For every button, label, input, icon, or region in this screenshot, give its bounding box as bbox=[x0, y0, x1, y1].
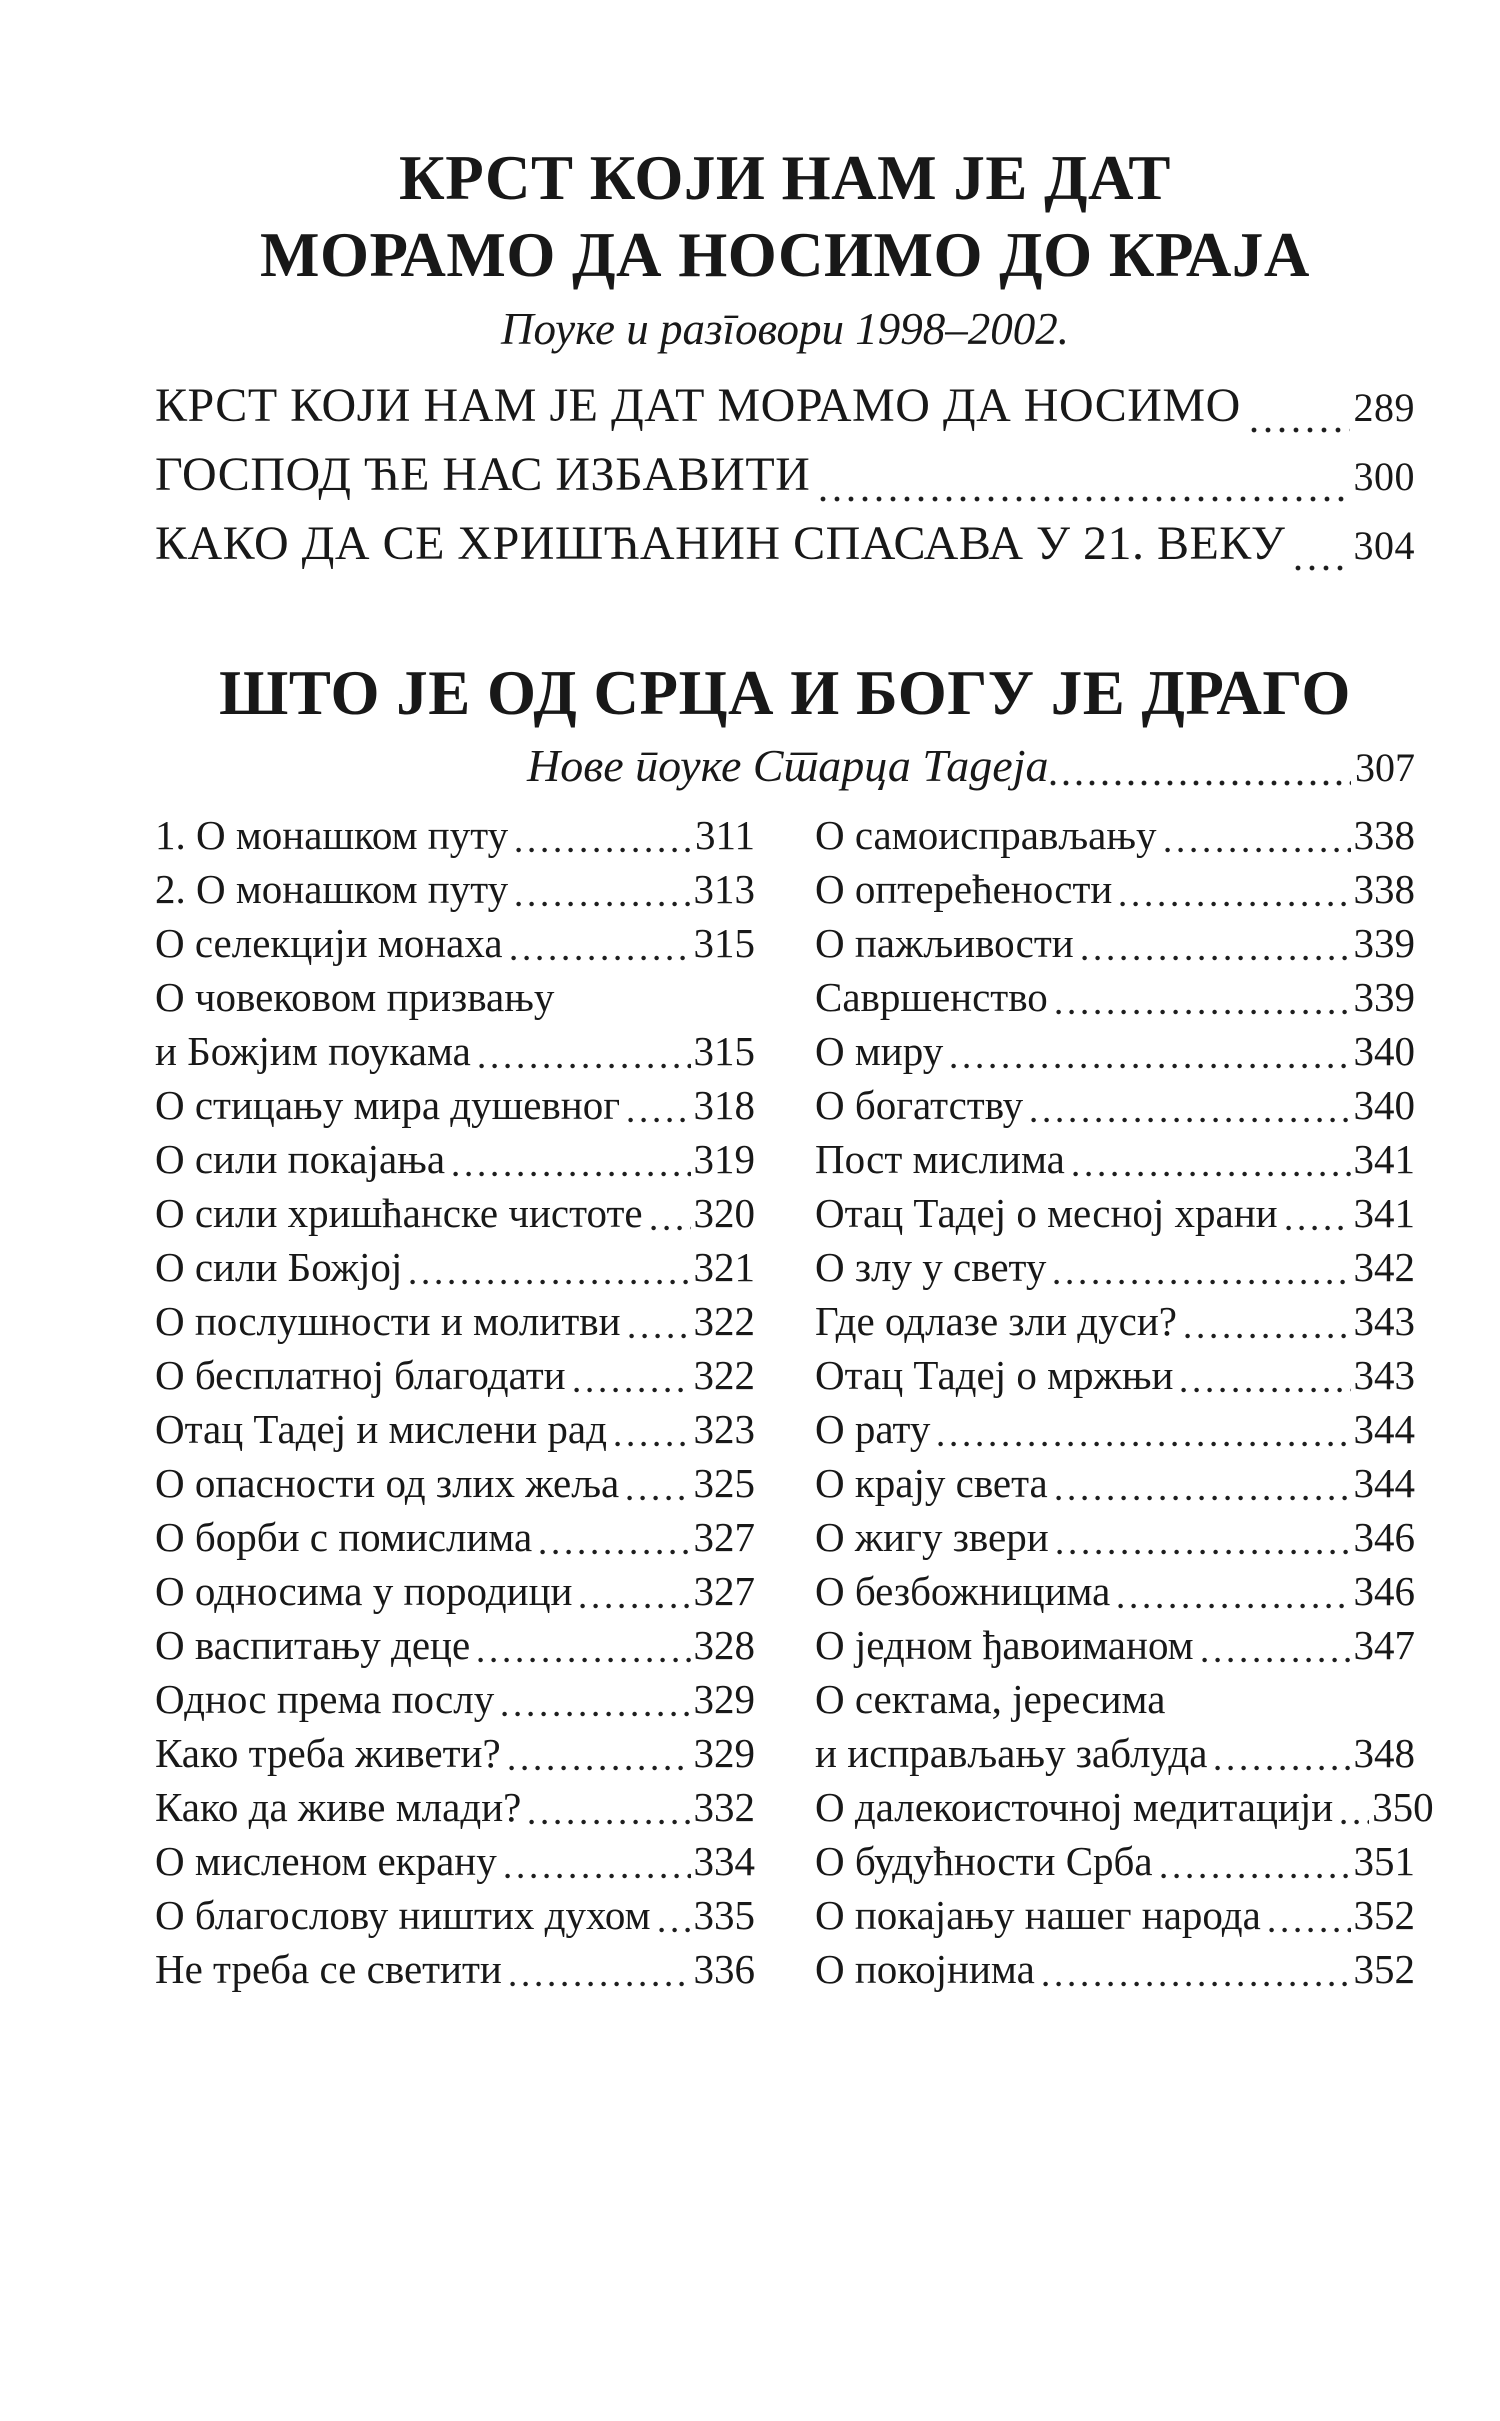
toc-item-row bbox=[155, 916, 755, 970]
dot-leader bbox=[1341, 1819, 1369, 1825]
book-title-line2: МОРАМО ДА НОСИМО ДО КРАЈА bbox=[260, 220, 1310, 290]
toc-item bbox=[815, 1348, 1415, 1402]
toc-item-label: О рату bbox=[815, 1406, 931, 1452]
page-number: 289 bbox=[1353, 385, 1415, 430]
toc-item bbox=[815, 1564, 1415, 1618]
toc-item-label: О оптерећености bbox=[815, 866, 1113, 912]
page-number: 341 bbox=[1353, 1190, 1415, 1236]
dot-leader bbox=[627, 1495, 690, 1501]
toc-item-label: Савршенство bbox=[815, 974, 1048, 1020]
toc-item bbox=[815, 916, 1415, 970]
dot-leader bbox=[540, 1549, 690, 1555]
dot-leader bbox=[1054, 1279, 1350, 1285]
dot-leader bbox=[1165, 847, 1351, 853]
toc-item bbox=[815, 1186, 1415, 1240]
toc-item-label: Однос према послу bbox=[155, 1676, 495, 1722]
page-number: 323 bbox=[693, 1406, 755, 1452]
page-number: 350 bbox=[1372, 1784, 1434, 1830]
page-number: 332 bbox=[693, 1784, 755, 1830]
toc-item-label: О сили Божјој bbox=[155, 1244, 403, 1290]
dot-leader bbox=[1073, 1171, 1351, 1177]
toc-column-left bbox=[155, 808, 755, 1996]
toc-item bbox=[155, 1456, 755, 1510]
toc-item bbox=[155, 1186, 755, 1240]
toc-item-row bbox=[815, 1024, 1415, 1078]
toc-item-label: О сили покајања bbox=[155, 1136, 446, 1182]
dot-leader bbox=[1215, 1765, 1350, 1771]
page-number: 322 bbox=[693, 1298, 755, 1344]
toc-item-row bbox=[815, 808, 1415, 862]
toc-item bbox=[815, 1510, 1415, 1564]
toc-item-row bbox=[815, 1348, 1415, 1402]
dot-leader bbox=[1120, 901, 1350, 907]
toc-item-label: О будућности Срба bbox=[815, 1838, 1153, 1884]
dot-leader bbox=[580, 1603, 690, 1609]
book-title-line1: КРСТ КОЈИ НАМ ЈЕ ДАТ bbox=[399, 143, 1171, 213]
toc-item bbox=[155, 808, 755, 862]
toc-item-label: О једном ђавоиманом bbox=[815, 1622, 1194, 1668]
toc-item bbox=[155, 970, 755, 1078]
toc-item bbox=[815, 1240, 1415, 1294]
toc-item-row bbox=[155, 1726, 755, 1780]
dot-leader bbox=[1043, 1981, 1351, 1987]
page-number: 315 bbox=[693, 920, 755, 966]
toc-item-label: О жигу звери bbox=[815, 1514, 1049, 1560]
toc-item-label: О односима у породици bbox=[155, 1568, 573, 1614]
toc-item-row bbox=[155, 808, 755, 862]
toc-item-label: О покојнима bbox=[815, 1946, 1035, 1992]
toc-item bbox=[815, 1402, 1415, 1456]
toc-item-label: О селекцији монаха bbox=[155, 920, 503, 966]
toc-item-row bbox=[155, 1132, 755, 1186]
toc-item bbox=[155, 862, 755, 916]
dot-leader bbox=[1031, 1117, 1350, 1123]
toc-item bbox=[155, 1780, 755, 1834]
toc-item-label: О самоисправљању bbox=[815, 812, 1157, 858]
toc-item-row bbox=[155, 1780, 755, 1834]
toc-item-label: О послушности и молитви bbox=[155, 1298, 621, 1344]
page-number: 334 bbox=[693, 1838, 755, 1884]
toc-item bbox=[815, 1834, 1415, 1888]
page-number: 341 bbox=[1353, 1136, 1415, 1182]
toc-item-row bbox=[815, 1564, 1415, 1618]
dot-leader bbox=[629, 1333, 691, 1339]
toc-item-label: О безбожницима bbox=[815, 1568, 1111, 1614]
toc-item-row bbox=[815, 970, 1415, 1024]
toc-item bbox=[155, 1672, 755, 1726]
dot-leader bbox=[1082, 955, 1351, 961]
toc-item-row bbox=[155, 1186, 755, 1240]
page-number: 313 bbox=[693, 866, 755, 912]
toc-item-row bbox=[815, 1510, 1415, 1564]
toc-item-row bbox=[815, 1186, 1415, 1240]
dot-leader bbox=[1269, 1927, 1351, 1933]
toc-item-label: Како да живе млади? bbox=[155, 1784, 522, 1830]
toc-item-line: О човековом призвању bbox=[155, 974, 555, 1020]
toc-item bbox=[815, 1294, 1415, 1348]
page-number: 348 bbox=[1353, 1730, 1415, 1776]
toc-item-label: 2. О монашком путу bbox=[155, 866, 509, 912]
dot-leader bbox=[1295, 565, 1349, 571]
page-number: 315 bbox=[693, 1028, 755, 1074]
toc-item-row bbox=[815, 1888, 1415, 1942]
toc-item-label: Отац Тадеј о месној храни bbox=[815, 1190, 1278, 1236]
toc-item bbox=[815, 1618, 1415, 1672]
dot-leader bbox=[453, 1171, 690, 1177]
toc-item bbox=[155, 1294, 755, 1348]
toc-item-label: Не треба се светити bbox=[155, 1946, 502, 1992]
toc-item-row bbox=[155, 1078, 755, 1132]
toc-item-row bbox=[815, 1726, 1415, 1780]
toc-item-row bbox=[815, 1834, 1415, 1888]
toc-item bbox=[155, 1726, 755, 1780]
toc-item-row bbox=[155, 862, 755, 916]
toc-item-label: О богатству bbox=[815, 1082, 1024, 1128]
toc-item-label: Где одлазе зли дуси? bbox=[815, 1298, 1177, 1344]
toc-item bbox=[155, 916, 755, 970]
toc-item-label: и исправљању заблуда bbox=[815, 1730, 1208, 1776]
toc-item bbox=[155, 1888, 755, 1942]
toc-item-row bbox=[155, 1024, 755, 1078]
section-subtitle: Нове поуке Старца Тадеја bbox=[527, 740, 1049, 791]
toc-item-row bbox=[155, 1348, 755, 1402]
toc-entry-level1 bbox=[155, 447, 1415, 516]
toc-item bbox=[155, 1078, 755, 1132]
toc-item-row bbox=[815, 1294, 1415, 1348]
toc-item-label: и Божјим поукама bbox=[155, 1028, 471, 1074]
toc-entry-label: КРСТ КОЈИ НАМ ЈЕ ДАТ МОРАМО ДА НОСИМО bbox=[155, 379, 1241, 432]
page-number: 352 bbox=[1353, 1946, 1415, 1992]
page-number: 339 bbox=[1353, 974, 1415, 1020]
page-number: 311 bbox=[695, 812, 755, 858]
toc-item-label: 1. О монашком путу bbox=[155, 812, 509, 858]
dot-leader bbox=[1056, 1495, 1351, 1501]
toc-columns bbox=[155, 808, 1434, 1996]
toc-item bbox=[815, 1888, 1415, 1942]
toc-item-label: О злу у свету bbox=[815, 1244, 1047, 1290]
page-number: 335 bbox=[693, 1892, 755, 1938]
page-number: 343 bbox=[1353, 1352, 1415, 1398]
toc-item-row bbox=[155, 1294, 755, 1348]
page-number: 318 bbox=[693, 1082, 755, 1128]
page-number: 327 bbox=[693, 1514, 755, 1560]
page-number: 327 bbox=[693, 1568, 755, 1614]
page-number: 346 bbox=[1353, 1568, 1415, 1614]
toc-item bbox=[155, 1510, 755, 1564]
dot-leader bbox=[509, 1765, 691, 1771]
toc-entry-label: КАКО ДА СЕ ХРИШЋАНИН СПАСАВА У 21. ВЕКУ bbox=[155, 517, 1286, 570]
dot-leader bbox=[510, 1981, 691, 1987]
toc-item-row bbox=[815, 1402, 1415, 1456]
dot-leader bbox=[1251, 427, 1350, 433]
toc-item-label: О далекоисточној медитацији bbox=[815, 1784, 1334, 1830]
dot-leader bbox=[1185, 1333, 1351, 1339]
dot-leader bbox=[478, 1657, 690, 1663]
toc-item-row bbox=[155, 1672, 755, 1726]
dot-leader bbox=[651, 1225, 691, 1231]
toc-item-label: О васпитању деце bbox=[155, 1622, 471, 1668]
section-subtitle-row bbox=[155, 738, 1415, 796]
page-number: 321 bbox=[693, 1244, 755, 1290]
toc-item bbox=[815, 1942, 1415, 1996]
page-number: 342 bbox=[1353, 1244, 1415, 1290]
toc-item-row bbox=[815, 1078, 1415, 1132]
dot-leader bbox=[574, 1387, 691, 1393]
toc-item bbox=[155, 1132, 755, 1186]
toc-item-row bbox=[155, 1618, 755, 1672]
toc-item-row bbox=[155, 1834, 755, 1888]
toc-item-label: Пост мислима bbox=[815, 1136, 1065, 1182]
dot-leader bbox=[505, 1873, 691, 1879]
toc-item-row bbox=[815, 862, 1415, 916]
dot-leader bbox=[628, 1117, 690, 1123]
toc-item-label: О борби с помислима bbox=[155, 1514, 533, 1560]
dot-leader bbox=[615, 1441, 691, 1447]
page-number: 340 bbox=[1353, 1028, 1415, 1074]
toc-item-label: О благослову ништих духом bbox=[155, 1892, 651, 1938]
toc-item bbox=[815, 1024, 1415, 1078]
page-number: 304 bbox=[1353, 523, 1415, 568]
dot-leader bbox=[479, 1063, 691, 1069]
toc-item-label: Отац Тадеј и мислени рад bbox=[155, 1406, 607, 1452]
toc-item bbox=[815, 862, 1415, 916]
toc-item bbox=[815, 1780, 1434, 1834]
toc-item-row bbox=[155, 1888, 755, 1942]
page-number: 336 bbox=[693, 1946, 755, 1992]
toc-item-row bbox=[815, 1780, 1434, 1834]
page-number: 325 bbox=[693, 1460, 755, 1506]
dot-leader bbox=[410, 1279, 690, 1285]
toc-item-label: Како треба живети? bbox=[155, 1730, 501, 1776]
toc-column-right bbox=[815, 808, 1434, 1996]
toc-item-row bbox=[815, 916, 1415, 970]
toc-item bbox=[815, 1132, 1415, 1186]
toc-entry-label: ГОСПОД ЋЕ НАС ИЗБАВИТИ bbox=[155, 448, 811, 501]
toc-entry-level1 bbox=[155, 516, 1415, 585]
section-title: ШТО ЈЕ ОД СРЦА И БОГУ ЈЕ ДРАГО bbox=[219, 658, 1351, 728]
toc-item bbox=[815, 1672, 1415, 1780]
page-number: 338 bbox=[1353, 812, 1415, 858]
toc-item bbox=[815, 970, 1415, 1024]
page-number: 320 bbox=[693, 1190, 755, 1236]
dot-leader bbox=[1181, 1387, 1350, 1393]
toc-item-row bbox=[155, 1240, 755, 1294]
toc-item bbox=[815, 1456, 1415, 1510]
toc-item-label: О стицању мира душевног bbox=[155, 1082, 621, 1128]
toc-item bbox=[155, 1834, 755, 1888]
page-number: 307 bbox=[1355, 745, 1415, 790]
book-subtitle: Поуке и разговори 1998–2002. bbox=[501, 304, 1069, 354]
toc-item bbox=[155, 1942, 755, 1996]
page-number: 339 bbox=[1353, 920, 1415, 966]
toc-item-label: О бесплатној благодати bbox=[155, 1352, 566, 1398]
dot-leader bbox=[820, 496, 1349, 502]
page-number: 329 bbox=[693, 1730, 755, 1776]
book-title bbox=[155, 140, 1415, 294]
page-number: 322 bbox=[693, 1352, 755, 1398]
dot-leader bbox=[659, 1927, 691, 1933]
toc-item-label: О миру bbox=[815, 1028, 944, 1074]
dot-leader bbox=[516, 901, 690, 907]
page-number: 343 bbox=[1353, 1298, 1415, 1344]
page-number: 344 bbox=[1353, 1406, 1415, 1452]
page-number: 328 bbox=[693, 1622, 755, 1668]
dot-leader bbox=[1161, 1873, 1351, 1879]
dot-leader bbox=[1056, 1009, 1351, 1015]
toc-entry-level1 bbox=[155, 378, 1415, 447]
toc-item-label: О сили хришћанске чистоте bbox=[155, 1190, 643, 1236]
page-number: 347 bbox=[1353, 1622, 1415, 1668]
toc-item bbox=[155, 1240, 755, 1294]
toc-item-row bbox=[815, 1240, 1415, 1294]
toc-content bbox=[155, 0, 1434, 1996]
page-number: 300 bbox=[1353, 454, 1415, 499]
page-number: 338 bbox=[1353, 866, 1415, 912]
toc-item-label: О мисленом екрану bbox=[155, 1838, 497, 1884]
dot-leader bbox=[529, 1819, 690, 1825]
toc-item-row bbox=[815, 1942, 1415, 1996]
page-number: 346 bbox=[1353, 1514, 1415, 1560]
dot-leader bbox=[1050, 780, 1351, 786]
toc-item-label: О опасности од злих жеља bbox=[155, 1460, 620, 1506]
toc-item-row bbox=[155, 1942, 755, 1996]
dot-leader bbox=[502, 1711, 690, 1717]
page-number: 319 bbox=[693, 1136, 755, 1182]
toc-item-label: О пажљивости bbox=[815, 920, 1074, 966]
dot-leader bbox=[511, 955, 691, 961]
toc-item-label: О крају света bbox=[815, 1460, 1048, 1506]
page-number: 340 bbox=[1353, 1082, 1415, 1128]
dot-leader bbox=[516, 847, 692, 853]
page-number: 352 bbox=[1353, 1892, 1415, 1938]
dot-leader bbox=[951, 1063, 1350, 1069]
toc-item-label: О покајању нашег народа bbox=[815, 1892, 1261, 1938]
toc-item bbox=[815, 808, 1415, 862]
toc-item-line: О сектама, јересима bbox=[815, 1676, 1166, 1722]
toc-item bbox=[815, 1078, 1415, 1132]
toc-item bbox=[155, 1564, 755, 1618]
toc-item-row bbox=[815, 1456, 1415, 1510]
toc-item bbox=[155, 1402, 755, 1456]
toc-item-row bbox=[155, 1456, 755, 1510]
toc-item-row bbox=[155, 1510, 755, 1564]
dot-leader bbox=[938, 1441, 1350, 1447]
toc-item-label: Отац Тадеј о мржњи bbox=[815, 1352, 1174, 1398]
dot-leader bbox=[1286, 1225, 1351, 1231]
toc-item-row bbox=[155, 1564, 755, 1618]
page-number: 351 bbox=[1353, 1838, 1415, 1884]
page-number: 344 bbox=[1353, 1460, 1415, 1506]
toc-item-row bbox=[815, 1132, 1415, 1186]
dot-leader bbox=[1118, 1603, 1350, 1609]
page-number: 329 bbox=[693, 1676, 755, 1722]
dot-leader bbox=[1202, 1657, 1351, 1663]
toc-item bbox=[155, 1348, 755, 1402]
dot-leader bbox=[1057, 1549, 1351, 1555]
toc-item-row bbox=[155, 1402, 755, 1456]
part1-toc-entries bbox=[155, 378, 1415, 585]
toc-item bbox=[155, 1618, 755, 1672]
toc-item-row bbox=[815, 1618, 1415, 1672]
